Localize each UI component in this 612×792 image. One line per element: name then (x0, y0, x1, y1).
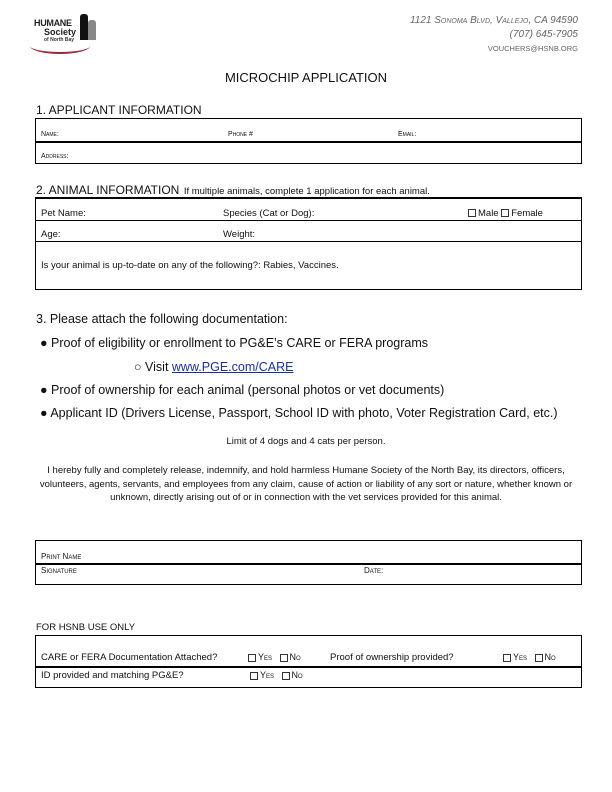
care-fera-question: CARE or FERA Documentation Attached? (41, 652, 218, 663)
logo-text: Society (44, 27, 77, 37)
office-use-box (35, 635, 582, 688)
id-no-checkbox[interactable] (282, 672, 290, 680)
ownership-options: Yes No (503, 652, 556, 662)
sex-options: Male Female (468, 208, 543, 219)
age-field[interactable]: Age: (41, 229, 61, 240)
animal-row-3 (36, 242, 581, 288)
section-note: If multiple animals, complete 1 application for each animal. (183, 186, 430, 197)
ownership-question: Proof of ownership provided? (330, 652, 454, 663)
section-heading: 3. Please attach the following documentation: (36, 312, 288, 326)
date-field[interactable]: Date: (364, 566, 384, 575)
doc-item: ● Proof of eligibility or enrollment to PG&E’s CARE or FERA programs (40, 336, 429, 350)
office-row-2 (36, 668, 581, 687)
limit-text: Limit of 4 dogs and 4 cats per person. (226, 436, 386, 447)
ownership-yes-checkbox[interactable] (503, 654, 511, 662)
applicant-row-2 (36, 143, 581, 163)
address: 1121 Sonoma Blvd, Vallejo, CA 94590 (409, 15, 578, 26)
care-fera-options: Yes No (248, 652, 301, 662)
doc-item: ● Applicant ID (Drivers License, Passport, School ID with photo, Voter Registration Card, etc.) (40, 406, 558, 420)
weight-field[interactable]: Weight: (223, 229, 256, 240)
female-checkbox[interactable] (501, 209, 509, 217)
doc-sub-item: ○ Visit www.PGE.com/CARE (134, 360, 294, 374)
section-heading: 2. ANIMAL INFORMATION If multiple animals, complete 1 application for each animal. (36, 183, 430, 197)
signature-field[interactable]: Signature (41, 566, 77, 575)
animal-row-2 (36, 221, 581, 242)
address-field[interactable]: Address: (41, 153, 69, 160)
applicant-info-box (35, 118, 582, 164)
print-name-row (36, 541, 581, 565)
humane-society-logo (30, 14, 102, 56)
id-question: ID provided and matching PG&E? (41, 670, 184, 681)
pge-care-link[interactable]: www.PGE.com/CARE (171, 360, 294, 374)
care-no-checkbox[interactable] (280, 654, 288, 662)
print-name-field[interactable]: Print Name (41, 552, 82, 561)
section-heading: 1. APPLICANT INFORMATION (36, 103, 202, 117)
applicant-row-1 (36, 119, 581, 143)
signature-row (36, 565, 581, 584)
care-yes-checkbox[interactable] (248, 654, 256, 662)
name-field[interactable]: Name: (41, 131, 59, 138)
animal-row-1 (36, 199, 581, 221)
pet-name-field[interactable]: Pet Name: (41, 208, 86, 219)
logo-text: of North Bay (44, 37, 74, 43)
contact-info (410, 14, 578, 56)
logo-text: HUMANE (34, 18, 72, 28)
male-checkbox[interactable] (468, 209, 476, 217)
animal-info-box (35, 197, 582, 290)
doc-item: ● Proof of ownership for each animal (personal photos or vet documents) (40, 383, 445, 397)
signature-box (35, 540, 582, 585)
page-title: MICROCHIP APPLICATION (224, 70, 388, 85)
release-text: I hereby fully and completely release, indemnify, and hold harmless Humane Society of the North Bay, its directors, officers, volunteers, agents, servants, and employees from any claim, cause of action or liability of any sort or nature, whether known or unknown, directly arising out of or in connection with the vet services provided for this animal. (39, 465, 573, 503)
office-use-heading: FOR HSNB USE ONLY (36, 622, 136, 633)
office-row-1 (36, 636, 581, 668)
logo-figure-icon (88, 20, 96, 40)
email: VOUCHERS@HSNB.ORG (487, 44, 578, 53)
species-field[interactable]: Species (Cat or Dog): (223, 208, 315, 219)
id-yes-checkbox[interactable] (250, 672, 258, 680)
vaccines-question[interactable]: Is your animal is up-to-date on any of the following?: Rabies, Vaccines. (41, 260, 339, 271)
logo-figure-icon (80, 14, 88, 40)
id-options: Yes No (250, 670, 303, 680)
phone-field[interactable]: Phone # (228, 131, 253, 138)
ownership-no-checkbox[interactable] (535, 654, 543, 662)
phone: (707) 645-7905 (509, 29, 578, 40)
email-field[interactable]: Email: (398, 131, 417, 138)
